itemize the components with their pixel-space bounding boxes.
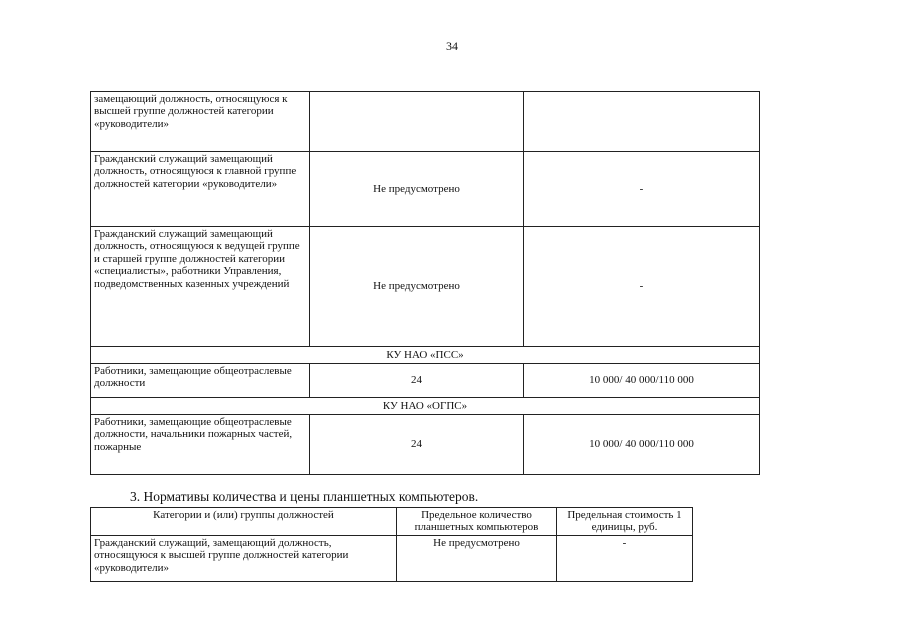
quantity-cell [310, 92, 524, 152]
quantity-cell: 24 [310, 364, 524, 398]
table-row [91, 92, 760, 152]
section-row [91, 398, 760, 415]
tablet-standards-table [90, 507, 693, 582]
standards-table-continued [90, 91, 760, 475]
quantity-cell: Не предусмотрено [397, 535, 557, 581]
table-row [91, 152, 760, 227]
price-cell: 10 000/ 40 000/110 000 [524, 415, 760, 475]
table-row [91, 415, 760, 475]
page-number: 34 [446, 39, 458, 53]
quantity-cell: Не предусмотрено [310, 152, 524, 227]
quantity-cell: 24 [310, 415, 524, 475]
section-label: КУ НАО «ОГПС» [91, 398, 760, 415]
quantity-cell: Не предусмотрено [310, 227, 524, 347]
section-label: КУ НАО «ПСС» [91, 347, 760, 364]
price-cell: - [524, 152, 760, 227]
category-cell: Гражданский служащий замещающий должность, относящуюся к главной группе должностей категории «руководители» [91, 152, 310, 227]
price-cell: 10 000/ 40 000/110 000 [524, 364, 760, 398]
column-header: Предельное количество планшетных компьютеров [397, 508, 557, 536]
section-row [91, 347, 760, 364]
category-cell: Работники, замещающие общеотраслевые должности, начальники пожарных частей, пожарные [91, 415, 310, 475]
price-cell: - [524, 227, 760, 347]
section-heading: 3. Нормативы количества и цены планшетных компьютеров. [130, 489, 479, 504]
table-row [91, 535, 693, 581]
category-cell: Гражданский служащий, замещающий должность, относящуюся к высшей группе должностей категории «руководители» [91, 535, 397, 581]
header-row [91, 508, 693, 536]
price-cell: - [557, 535, 693, 581]
table-row [91, 364, 760, 398]
column-header: Предельная стоимость 1 единицы, руб. [557, 508, 693, 536]
category-cell: Гражданский служащий замещающий должность, относящуюся к ведущей группе и старшей группе должностей категории «специалисты», работники Управления, подведомственных казенных учреждений [91, 227, 310, 347]
category-cell: Работники, замещающие общеотраслевые должности [91, 364, 310, 398]
table-row [91, 227, 760, 347]
price-cell [524, 92, 760, 152]
category-cell: замещающий должность, относящуюся к высшей группе должностей категории «руководители» [91, 92, 310, 152]
column-header: Категории и (или) группы должностей [91, 508, 397, 536]
